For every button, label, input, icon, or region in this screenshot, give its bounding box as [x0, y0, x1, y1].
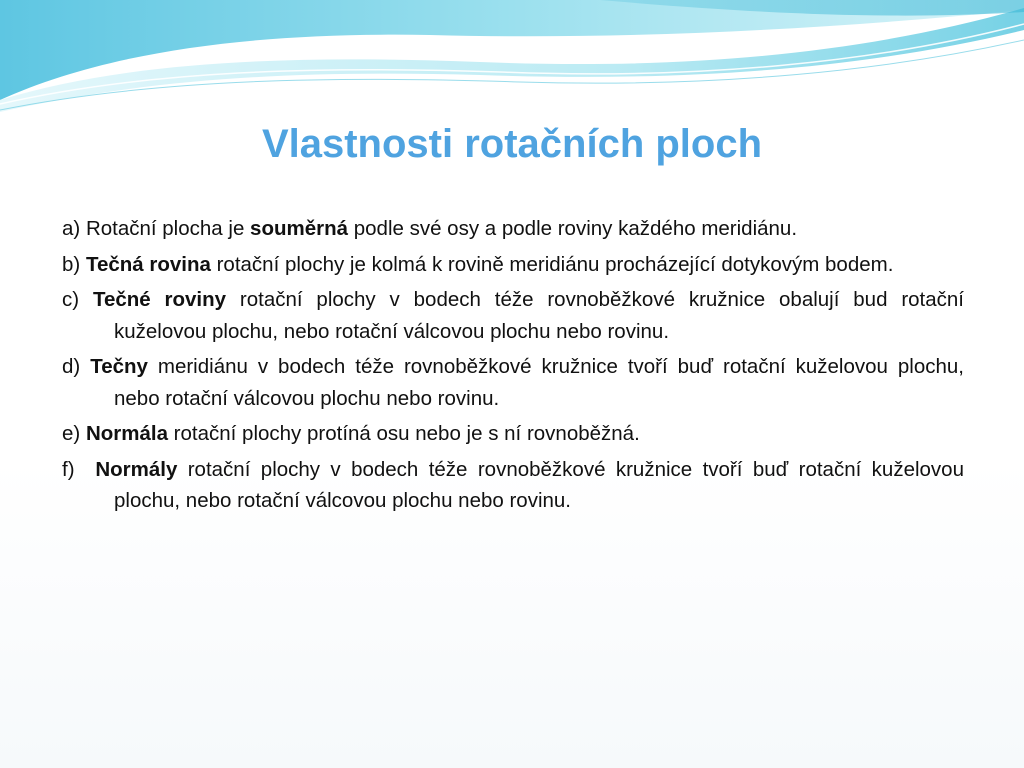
item-text: meridiánu v bodech téže rovnoběžkové kružnice tvoří buď rotační kuželovou plochu, nebo rotační válcovou plochu nebo rovinu. [114, 355, 964, 410]
item-term: souměrná [250, 217, 349, 240]
slide-title: Vlastnosti rotačních ploch [261, 122, 763, 166]
item-term: Normála [85, 422, 168, 445]
list-item [62, 454, 964, 517]
item-marker: a) [62, 217, 81, 240]
item-term: Tečná rovina [85, 252, 211, 276]
list-item [62, 284, 964, 347]
list-item [62, 213, 964, 245]
wave-banner [0, 0, 1024, 120]
item-marker: c) [62, 288, 80, 311]
list-item [62, 249, 964, 281]
item-text: rotační plochy v bodech téže rovnoběžkové kružnice obalují bud rotační kuželovou plochu, nebo rotační válcovou plochu nebo rovinu. [114, 288, 964, 343]
item-text: podle své osy a podle roviny každého meridiánu. [353, 217, 798, 240]
property-list [62, 213, 964, 521]
item-text: rotační plochy je kolmá k rovině meridiánu procházející dotykovým bodem. [216, 252, 894, 276]
item-marker: e) [62, 422, 81, 445]
list-item [62, 351, 964, 414]
item-marker: b) [62, 252, 81, 276]
item-text: rotační plochy v bodech téže rovnoběžkové kružnice tvoří buď rotační kuželovou plochu, nebo rotační válcovou plochu nebo rovinu. [114, 457, 964, 512]
item-term: Normály [95, 457, 178, 481]
list-item [62, 418, 964, 450]
item-text: rotační plochy protíná osu nebo je s ní rovnoběžná. [173, 422, 640, 445]
item-term: Tečny [90, 355, 148, 378]
item-text: Rotační plocha je [85, 217, 245, 240]
item-marker: f) [62, 457, 75, 481]
item-term: Tečné roviny [92, 288, 227, 311]
item-marker: d) [62, 355, 81, 378]
